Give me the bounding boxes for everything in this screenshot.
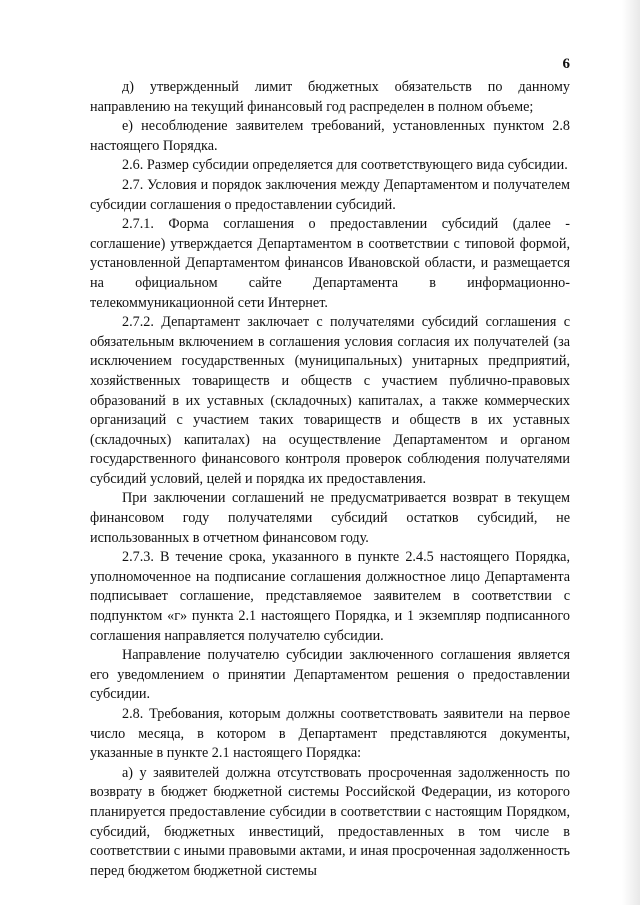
paragraph-notification: Направление получателю субсидии заключенного соглашения является его уведомлением о принятии Департаментом решения о предоставлении субсидии. — [90, 647, 570, 703]
paragraph-2-7-3: 2.7.3. В течение срока, указанного в пункте 2.4.5 настоящего Порядка, уполномоченное на подписание соглашения должностное лицо Департамента подписывает соглашение, представляемое заявителем в соответствии с подпунктом «г» пункта 2.1 настоящего Порядка, и 1 экземпляр подписанного соглашения направляется получателю субсидии. — [90, 549, 570, 644]
paragraph-noncompliance: е) несоблюдение заявителем требований, установленных пунктом 2.8 настоящего Порядка. — [90, 118, 570, 154]
paragraph-2-7-1: 2.7.1. Форма соглашения о предоставлении субсидий (далее - соглашение) утверждается Департаментом в соответствии с типовой формой, установленной Департаментом финансов Ивановской области, и размещается на официальном сайте Департамента в информационно-телекоммуникационной сети Интернет. — [90, 216, 570, 311]
paragraph-2-6: 2.6. Размер субсидии определяется для соответствующего вида субсидии. — [122, 157, 568, 174]
page-number: 6 — [562, 56, 570, 72]
paragraph-2-7: 2.7. Условия и порядок заключения между Департаментом и получателем субсидии соглашения о предоставлении субсидий. — [90, 176, 570, 213]
document-body — [90, 78, 570, 881]
scan-edge-shadow — [622, 0, 640, 905]
paragraph-2-7-2: 2.7.2. Департамент заключает с получателями субсидий соглашения с обязательным включением в соглашения условия согласия их получателей (за исключением государственных (муниципальных) унитарных предприятий, хозяйственных товариществ и обществ с участием публично-правовых образований в их уставных (складочных) капиталах, а также коммерческих организаций с участием таких товариществ и обществ в их уставных (складочных) капиталах) на осуществление Департаментом и органом государственного финансового контроля проверок соблюдения получателями субсидий условий, целей и порядка их предоставления. — [90, 314, 570, 487]
paragraph-limit-distributed: д) утвержденный лимит бюджетных обязательств по данному направлению на текущий финансовый год распределен в полном объеме; — [90, 79, 570, 115]
paragraph-2-8: 2.8. Требования, которым должны соответствовать заявители на первое число месяца, в котором в Департамент представляются документы, указанные в пункте 2.1 настоящего Порядка: — [90, 706, 570, 762]
paragraph-no-refund: При заключении соглашений не предусматривается возврат в текущем финансовом году получателями субсидий остатков субсидий, не использованных в отчетном финансовом году. — [90, 490, 570, 546]
paragraph-requirement-a: а) у заявителей должна отсутствовать просроченная задолженность по возврату в бюджет бюджетной системы Российской Федерации, из которого планируется предоставление субсидии в соответствии с настоящим Порядком, субсидий, бюджетных инвестиций, предоставленных в том числе в соответствии с иными правовыми актами, и иная просроченная задолженность перед бюджетом бюджетной системы — [90, 764, 570, 879]
